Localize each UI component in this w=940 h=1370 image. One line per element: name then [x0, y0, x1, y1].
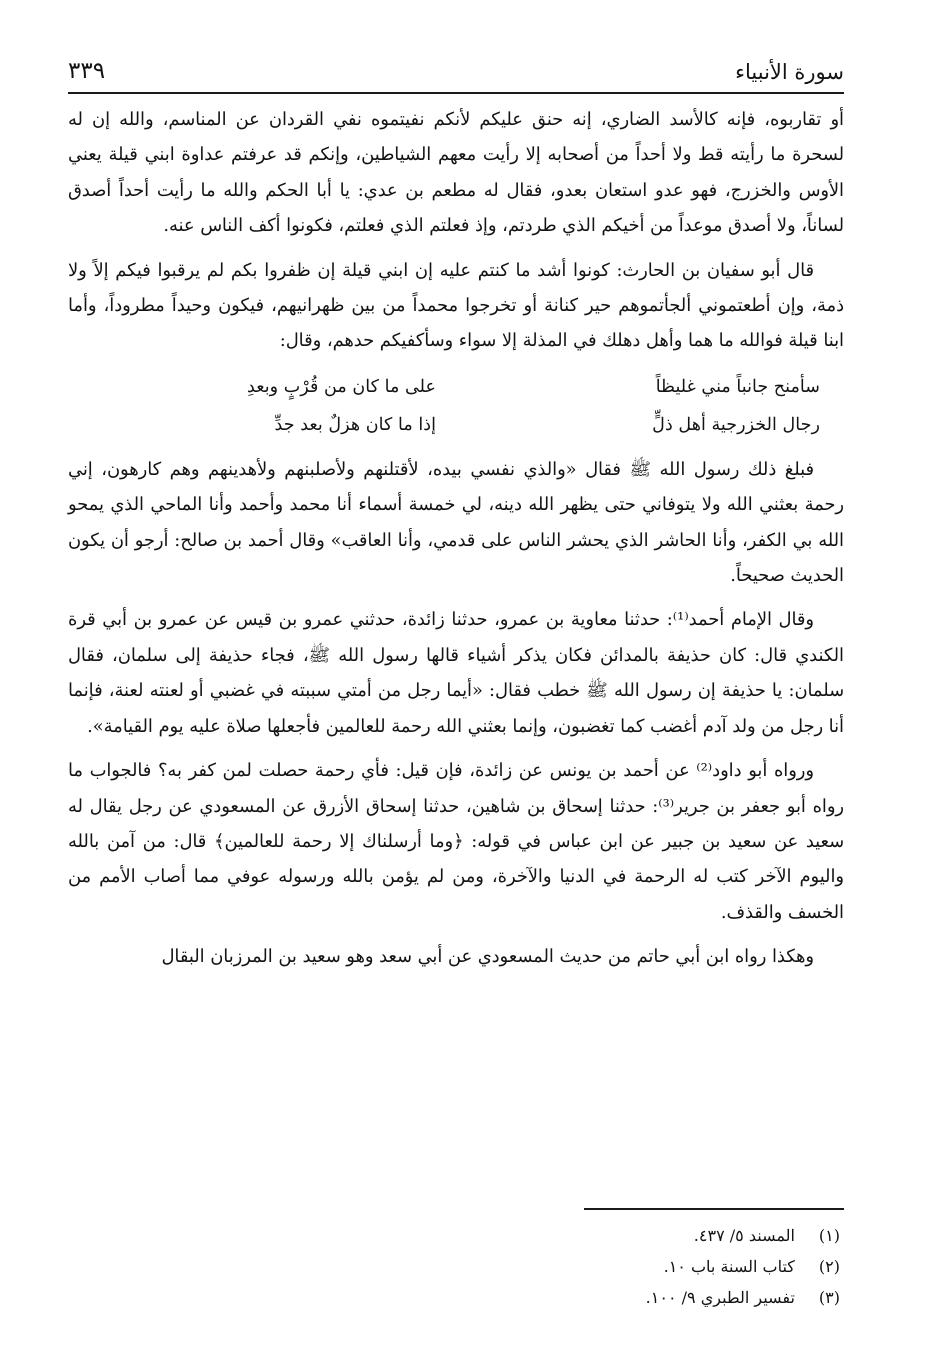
page-header	[68, 52, 844, 94]
paragraph-4: وقال الإمام أحمد⁽¹⁾: حدثنا معاوية بن عمرو، حدثنا زائدة، حدثني عمرو بن قيس عن عمرو بن أبي قرة الكندي قال: كان حذيفة بالمدائن فكان يذكر أشياء قالها رسول الله ﷺ، فجاء حذيفة إلى سلمان، فقال سلمان: يا حذيفة إن رسول الله ﷺ خطب فقال: «أيما رجل من أمتي سببته في غضبي أو لعنته لعنة، فإنما أنا رجل من ولد آدم أغضب كما تغضبون، وإنما بعثني الله رحمة للعالمين فأجعلها صلاة عليه يوم القيامة».	[68, 609, 844, 737]
paragraph-6: وهكذا رواه ابن أبي حاتم من حديث المسعودي عن أبي سعد وهو سعيد بن المرزبان البقال	[161, 946, 814, 968]
footnote-text: كتاب السنة باب ١٠.	[663, 1257, 795, 1276]
footnote-number: (٢)	[818, 1257, 840, 1276]
paragraph-2: قال أبو سفيان بن الحارث: كونوا أشد ما كنتم عليه إن ابني قيلة إن ظفروا بكم لم يرقبوا فيكم إلاً ولا ذمة، وإن أطعتموني ألجأتموهم حير كنانة أو تخرجوا محمداً من بين ظهرانيهم، فيكون وحيداً مطروداً، وأما ابنا قيلة فوالله ما هما وأهل دهلك في المذلة إلا سواء وسأكفيكم حدهم، وقال:	[68, 259, 844, 352]
paragraph-5: ورواه أبو داود⁽²⁾ عن أحمد بن يونس عن زائدة، فإن قيل: فأي رحمة حصلت لمن كفر به؟ فالجواب ما رواه أبو جعفر بن جرير⁽³⁾: حدثنا إسحاق بن شاهين، حدثنا إسحاق الأزرق عن المسعودي عن رجل يقال له سعيد عن سعيد بن جبير عن ابن عباس في قوله: ﴿وما أرسلناك إلا رحمة للعالمين﴾ قال: من آمن بالله واليوم الآخر كتب له الرحمة في الدنيا والآخرة، ومن لم يؤمن بالله ورسوله عوفي مما أصاب الأمم من الخسف والقذف.	[68, 760, 844, 923]
paragraph-3: فبلغ ذلك رسول الله ﷺ فقال «والذي نفسي بيده، لأقتلنهم ولأصلبنهم ولأهدينهم وهم كارهون، إني رحمة بعثني الله ولا يتوفاني حتى يظهر الله دينه، لي خمسة أسماء أنا محمد وأحمد وأنا الماحي الذي يمحو الله بي الكفر، وأنا الحاشر الذي يحشر الناس على قدمي، وأنا العاقب» وقال أحمد بن صالح: أرجو أن يكون الحديث صحيحاً.	[68, 458, 844, 587]
footnote-text: تفسير الطبري ٩/ ١٠٠.	[645, 1288, 795, 1307]
footnotes	[68, 1220, 844, 1313]
footnote-number: (١)	[818, 1226, 840, 1245]
page-body	[68, 102, 844, 984]
surah-title: سورة الأنبياء	[735, 60, 844, 84]
footnote-item	[68, 1220, 844, 1251]
footnote-divider	[584, 1208, 844, 1210]
footnote-item	[68, 1251, 844, 1282]
footnote-number: (٣)	[818, 1288, 840, 1307]
poem-verse-1-first-hemistich: سأمنح جانباً مني غليظاً	[655, 376, 820, 397]
footnote-item	[68, 1282, 844, 1313]
poem-verse-2-second-hemistich: إذا ما كان هزلٌ بعد جدِّ	[274, 414, 436, 435]
book-page	[68, 52, 844, 1352]
poem-verse-1	[68, 368, 844, 406]
poem-verse-2-first-hemistich: رجال الخزرجية أهل ذلٍّ	[652, 414, 820, 435]
poem-verse-2	[68, 406, 844, 444]
poem-block	[68, 368, 844, 444]
poem-verse-1-second-hemistich: على ما كان من قُرْبٍ وبعدِ	[246, 376, 436, 397]
footnote-text: المسند ٥/ ٤٣٧.	[693, 1226, 795, 1245]
paragraph-1: أو تقاربوه، فإنه كالأسد الضاري، إنه حنق عليكم لأنكم نفيتموه نفي القردان عن المناسم، والله إن له لسحرة ما رأيته قط ولا أحداً من أصحابه إلا رأيت معهم الشياطين، وإنكم قد عرفتم عداوة ابني قيلة يعني الأوس والخزرج، فهو عدو استعان بعدو، فقال له مطعم بن عدي: يا أبا الحكم والله ما رأيت أحداً أصدق لساناً، ولا أصدق موعداً من أخيكم الذي طردتم، وإذ فعلتم الذي فعلتم، فكونوا أكف الناس عنه.	[68, 109, 844, 237]
page-number: ٣٣٩	[68, 58, 106, 84]
